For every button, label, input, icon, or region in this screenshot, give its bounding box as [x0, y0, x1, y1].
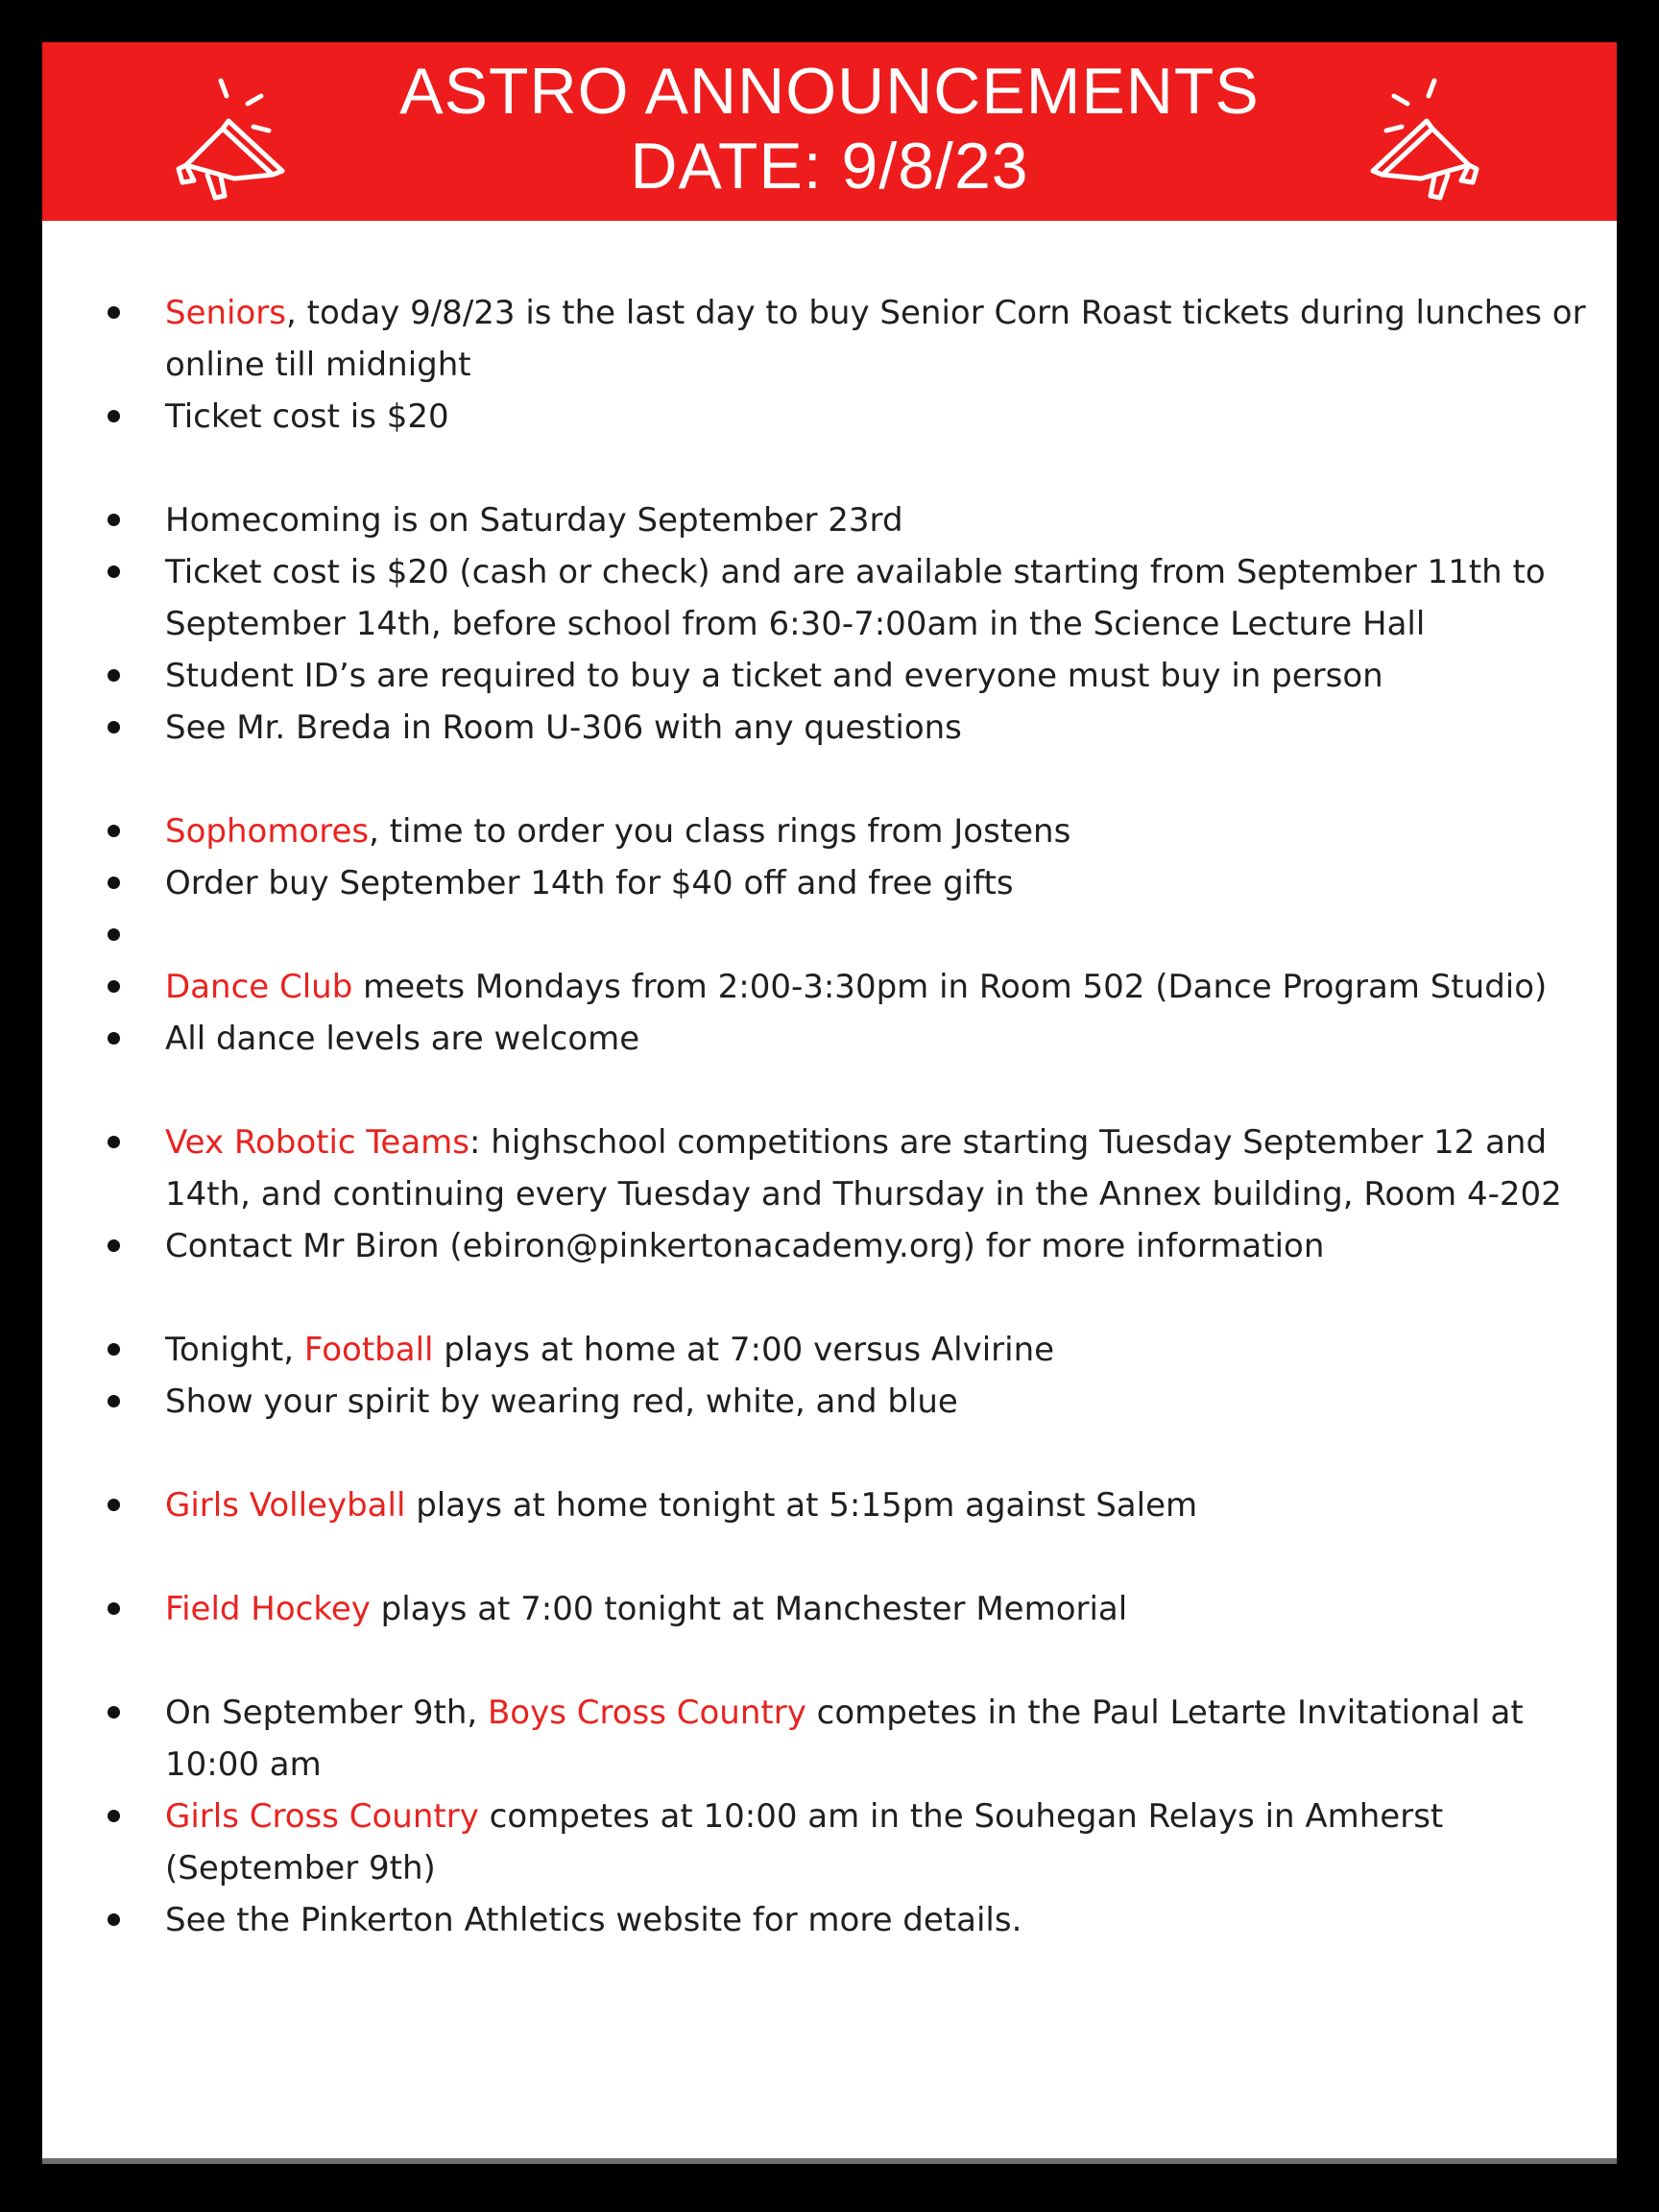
megaphone-icon — [1356, 71, 1490, 205]
bullet — [108, 1706, 120, 1719]
list-item: Tonight, Football plays at home at 7:00 versus Alvirine — [42, 1324, 1617, 1376]
list-item: See the Pinkerton Athletics website for more details. — [42, 1894, 1617, 1946]
announcement-list — [42, 287, 1617, 1946]
bullet — [108, 1602, 120, 1615]
bullet — [108, 980, 120, 993]
bullet — [108, 514, 120, 526]
bullet — [108, 565, 120, 578]
title-line-2: DATE: 9/8/23 — [630, 130, 1029, 203]
list-item: Dance Club meets Mondays from 2:00-3:30pm in Room 502 (Dance Program Studio) — [42, 961, 1617, 1013]
list-item — [42, 909, 1617, 961]
list-item: See Mr. Breda in Room U-306 with any questions — [42, 702, 1617, 754]
title-line-1: ASTRO ANNOUNCEMENTS — [399, 55, 1260, 128]
list-item: Seniors, today 9/8/23 is the last day to buy Senior Corn Roast tickets during lunches or online till midnight — [42, 287, 1617, 391]
list-item: Student ID’s are required to buy a ticket and everyone must buy in person — [42, 650, 1617, 702]
bullet — [108, 1136, 120, 1148]
list-item: Show your spirit by wearing red, white, and blue — [42, 1376, 1617, 1428]
list-item: Homecoming is on Saturday September 23rd — [42, 494, 1617, 546]
list-item: Order buy September 14th for $40 off and free gifts — [42, 857, 1617, 909]
bullet — [108, 1810, 120, 1822]
announcement-sheet — [42, 42, 1617, 2164]
list-item: Vex Robotic Teams: highschool competitions are starting Tuesday September 12 and 14th, and continuing every Tuesday and Thursday in the Annex building, Room 4-202 — [42, 1117, 1617, 1220]
bullet — [108, 1343, 120, 1356]
list-item: Girls Cross Country competes at 10:00 am in the Souhegan Relays in Amherst (September 9th) — [42, 1791, 1617, 1894]
bullet — [108, 306, 120, 319]
bullet — [108, 877, 120, 889]
bullet — [108, 410, 120, 422]
bullet — [108, 721, 120, 733]
bullet — [108, 928, 120, 941]
list-item: Field Hockey plays at 7:00 tonight at Manchester Memorial — [42, 1583, 1617, 1635]
bullet — [108, 1032, 120, 1045]
bullet — [108, 1395, 120, 1407]
header-banner — [42, 42, 1617, 221]
list-item: On September 9th, Boys Cross Country competes in the Paul Letarte Invitational at 10:00 am — [42, 1687, 1617, 1791]
bullet — [108, 1239, 120, 1252]
list-item: Girls Volleyball plays at home tonight at 5:15pm against Salem — [42, 1479, 1617, 1531]
list-item: Ticket cost is $20 — [42, 391, 1617, 443]
bullet — [108, 1499, 120, 1511]
list-item: Sophomores, time to order you class rings from Jostens — [42, 805, 1617, 857]
list-item: All dance levels are welcome — [42, 1013, 1617, 1065]
bullet — [108, 669, 120, 682]
bullet — [108, 825, 120, 837]
list-item: Contact Mr Biron (ebiron@pinkertonacademy.org) for more information — [42, 1220, 1617, 1272]
bullet — [108, 1913, 120, 1926]
list-item: Ticket cost is $20 (cash or check) and are available starting from September 11th to September 14th, before school from 6:30-7:00am in the Science Lecture Hall — [42, 546, 1617, 650]
